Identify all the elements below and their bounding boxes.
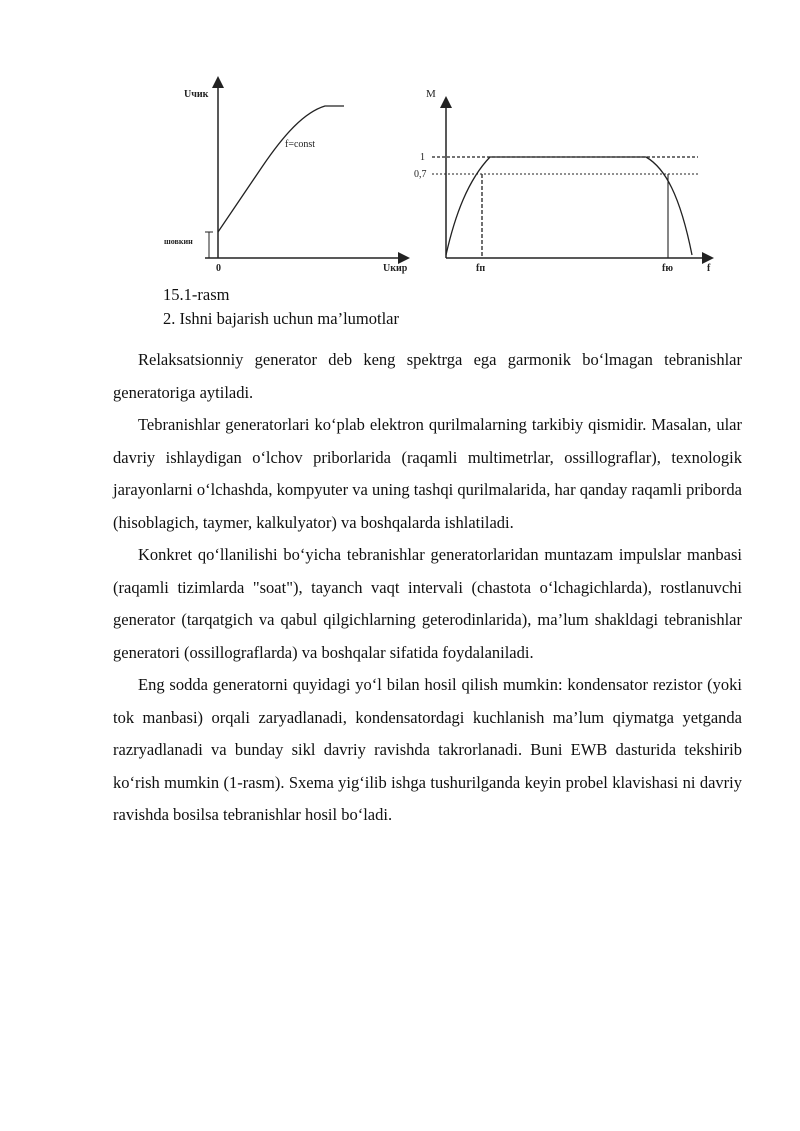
left-curve <box>218 106 344 232</box>
f-high-label: fю <box>662 263 673 274</box>
f-low-label: fп <box>476 263 486 274</box>
tick-07-label: 0,7 <box>414 169 427 180</box>
offset-label: шовкин <box>164 237 193 246</box>
right-y-axis-label: M <box>426 88 436 100</box>
paragraph-2: Tebranishlar generatorlari ko‘plab elektron qurilmalarning tarkibiy qismidir. Masalan, ular davriy ishlaydigan o‘lchov priborlarida (raqamli multimetrlar, ossillograflar), texnologik jarayonlarni o‘lchashda, kompyuter va uning tashqi qurilmalarida, har qanday raqamli priborda (hisoblagich, taymer, kalkulyator) va boshqalarda ishlatiladi. <box>113 415 742 532</box>
left-chart <box>164 82 408 274</box>
paragraph-1: Relaksatsionniy generator deb keng spektrga ega garmonik bo‘lmagan tebranishlar generatoriga aytiladi. <box>113 350 742 402</box>
left-origin-label: 0 <box>216 263 221 274</box>
body-text <box>113 344 742 832</box>
right-x-axis-label: f <box>707 263 711 274</box>
left-x-axis-label: Uкир <box>383 263 408 274</box>
figure-15-1 <box>0 0 800 290</box>
curve-label: f=const <box>285 139 316 150</box>
tick-1-label: 1 <box>420 152 425 163</box>
right-chart <box>414 88 711 274</box>
paragraph-3: Konkret qo‘llanilishi bo‘yicha tebranishlar generatorlaridan muntazam impulslar manbasi (raqamli tizimlarda "soat"), tayanch vaqt intervali (chastota o‘lchagichlarda), rostlanuvchi generator (tarqatgich va qabul qilgichlarning geterodinlarida), ma’lum shakldagi tebranishlar generatori (ossillograflarda) va boshqalar sifatida foydalaniladi. <box>113 545 742 662</box>
right-curve <box>446 157 692 255</box>
section-heading: 2. Ishni bajarish uchun ma’lumotlar <box>163 309 399 328</box>
paragraph-4: Eng sodda generatorni quyidagi yo‘l bilan hosil qilish mumkin: kondensator rezistor (yoki tok manbasi) orqali zaryadlanadi, kondensatordagi kuchlanish ma’lum qiymatga yetganda razryadlanadi va bunday sikl davriy ravishda takrorlanadi. Buni EWB dasturida tekshirib ko‘rish mumkin (1-rasm). Sxema yig‘ilib ishga tushurilganda keyin probel klavishasi ni davriy ravishda bosilsa tebranishlar hosil bo‘ladi. <box>113 675 742 824</box>
figure-caption: 15.1-rasm <box>163 285 230 304</box>
left-y-axis-label: Uчик <box>184 89 209 100</box>
